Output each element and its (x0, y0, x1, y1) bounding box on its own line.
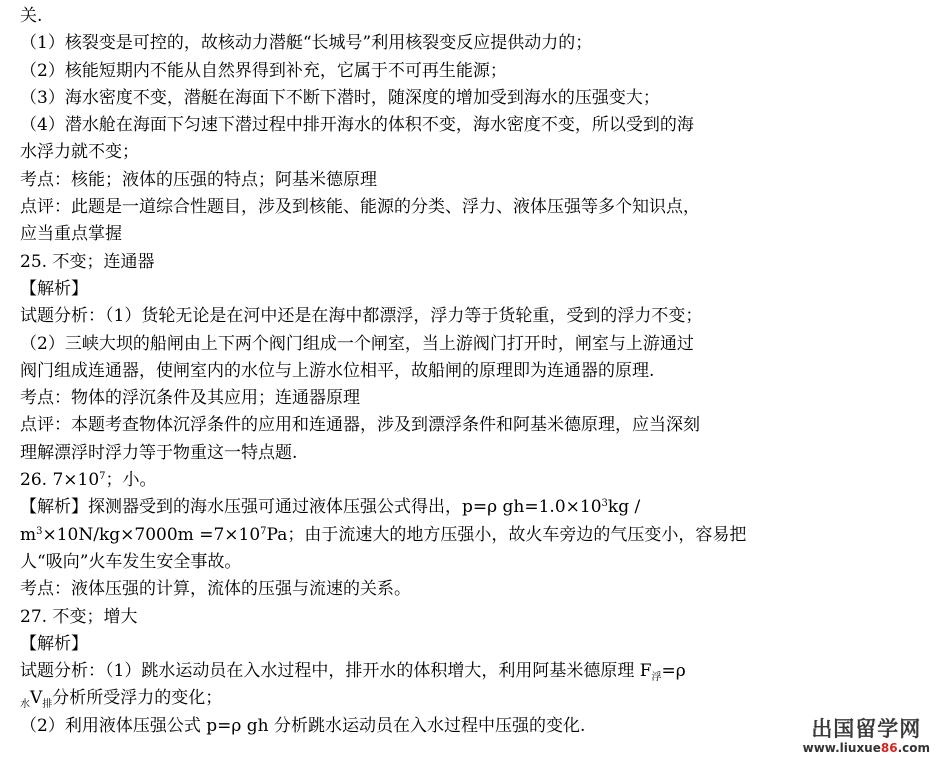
answer-heading-27: 27. 不变；增大 (20, 606, 138, 627)
document-body (20, 3, 920, 740)
answer-heading-26 (20, 467, 920, 494)
text-run: 分析所受浮力的变化； (52, 688, 223, 709)
subscript: 浮 (651, 672, 662, 684)
exponent: 7 (99, 471, 106, 483)
text-run: 试题分析：（1）跳水运动员在入水过程中，排开水的体积增大，利用阿基米德原理 F (20, 661, 652, 682)
formula-line (20, 522, 920, 549)
text-run: kg / (607, 497, 641, 518)
text-line: 水浮力就不变； (20, 142, 139, 163)
exponent: 7 (260, 525, 267, 537)
text-run: 【解析】探测器受到的海水压强可通过液体压强公式得出，p=ρ gh=1.0×10 (20, 497, 602, 518)
text-line: 点评：本题考查物体沉浮条件的应用和连通器，涉及到漂浮条件和阿基米德原理，应当深刻 (20, 415, 700, 436)
exponent: 3 (601, 498, 608, 510)
text-run: V (30, 688, 43, 709)
subscript: 水 (20, 699, 30, 711)
text-line: 理解漂浮时浮力等于物重这一特点题. (20, 442, 298, 463)
text-run: ；小。 (105, 470, 157, 491)
exponent: 3 (36, 525, 43, 537)
text-line: （2）核能短期内不能从自然界得到补充，它属于不可再生能源； (20, 60, 507, 81)
text-run: ×10N/kg×7000m =7×10 (42, 524, 261, 545)
text-line: （3）海水密度不变，潜艇在海面下不断下潜时，随深度的增加受到海水的压强变大； (20, 87, 660, 108)
text-line: （1）核裂变是可控的，故核动力潜艇“长城号”利用核裂变反应提供动力的； (20, 33, 593, 54)
watermark-url (803, 741, 930, 755)
text-line: 考点：液体压强的计算，流体的压强与流速的关系。 (20, 579, 411, 600)
formula-line (20, 685, 920, 712)
text-line: 应当重点掌握 (20, 224, 122, 245)
watermark-title: 出国留学网 (811, 717, 922, 741)
url-text: www.liuxue (802, 741, 881, 755)
text-line: 考点：物体的浮沉条件及其应用；连通器原理 (20, 388, 360, 409)
url-text: .com (897, 741, 930, 755)
text-line: 考点：核能；液体的压强的特点；阿基米德原理 (20, 169, 377, 190)
analysis-label: 【解析】 (20, 633, 88, 654)
text-line: 阀门组成连通器，使闸室内的水位与上游水位相平，故船闸的原理即为连通器的原理. (20, 360, 655, 381)
formula-line (20, 658, 920, 685)
url-accent: 86 (880, 741, 898, 755)
text-line: （2）三峡大坝的船闸由上下两个阀门组成一个闸室，当上游阀门打开时，闸室与上游通过 (20, 333, 694, 354)
text-run: Pa；由于流速大的地方压强小，故火车旁边的气压变小，容易把 (266, 524, 747, 545)
text-run: =ρ (661, 661, 686, 682)
text-line: 点评：此题是一道综合性题目，涉及到核能、能源的分类、浮力、液体压强等多个知识点， (20, 197, 700, 218)
text-line: 关. (20, 6, 43, 26)
analysis-line-26 (20, 494, 920, 521)
text-line: （4）潜水舱在海面下匀速下潜过程中排开海水的体积不变，海水密度不变，所以受到的海 (20, 115, 694, 136)
subscript: 排 (42, 699, 53, 711)
site-watermark (803, 717, 930, 755)
text-line: （2）利用液体压强公式 p=ρ gh 分析跳水运动员在入水过程中压强的变化. (20, 715, 586, 736)
text-run: 26. 7×10 (20, 470, 100, 491)
analysis-label: 【解析】 (20, 278, 88, 299)
text-line: 人“吸向”火车发生安全事故。 (20, 551, 242, 572)
text-line: 试题分析：（1）货轮无论是在河中还是在海中都漂浮，浮力等于货轮重，受到的浮力不变； (20, 306, 703, 327)
answer-heading-25: 25. 不变；连通器 (20, 251, 155, 272)
text-run: m (20, 524, 37, 545)
